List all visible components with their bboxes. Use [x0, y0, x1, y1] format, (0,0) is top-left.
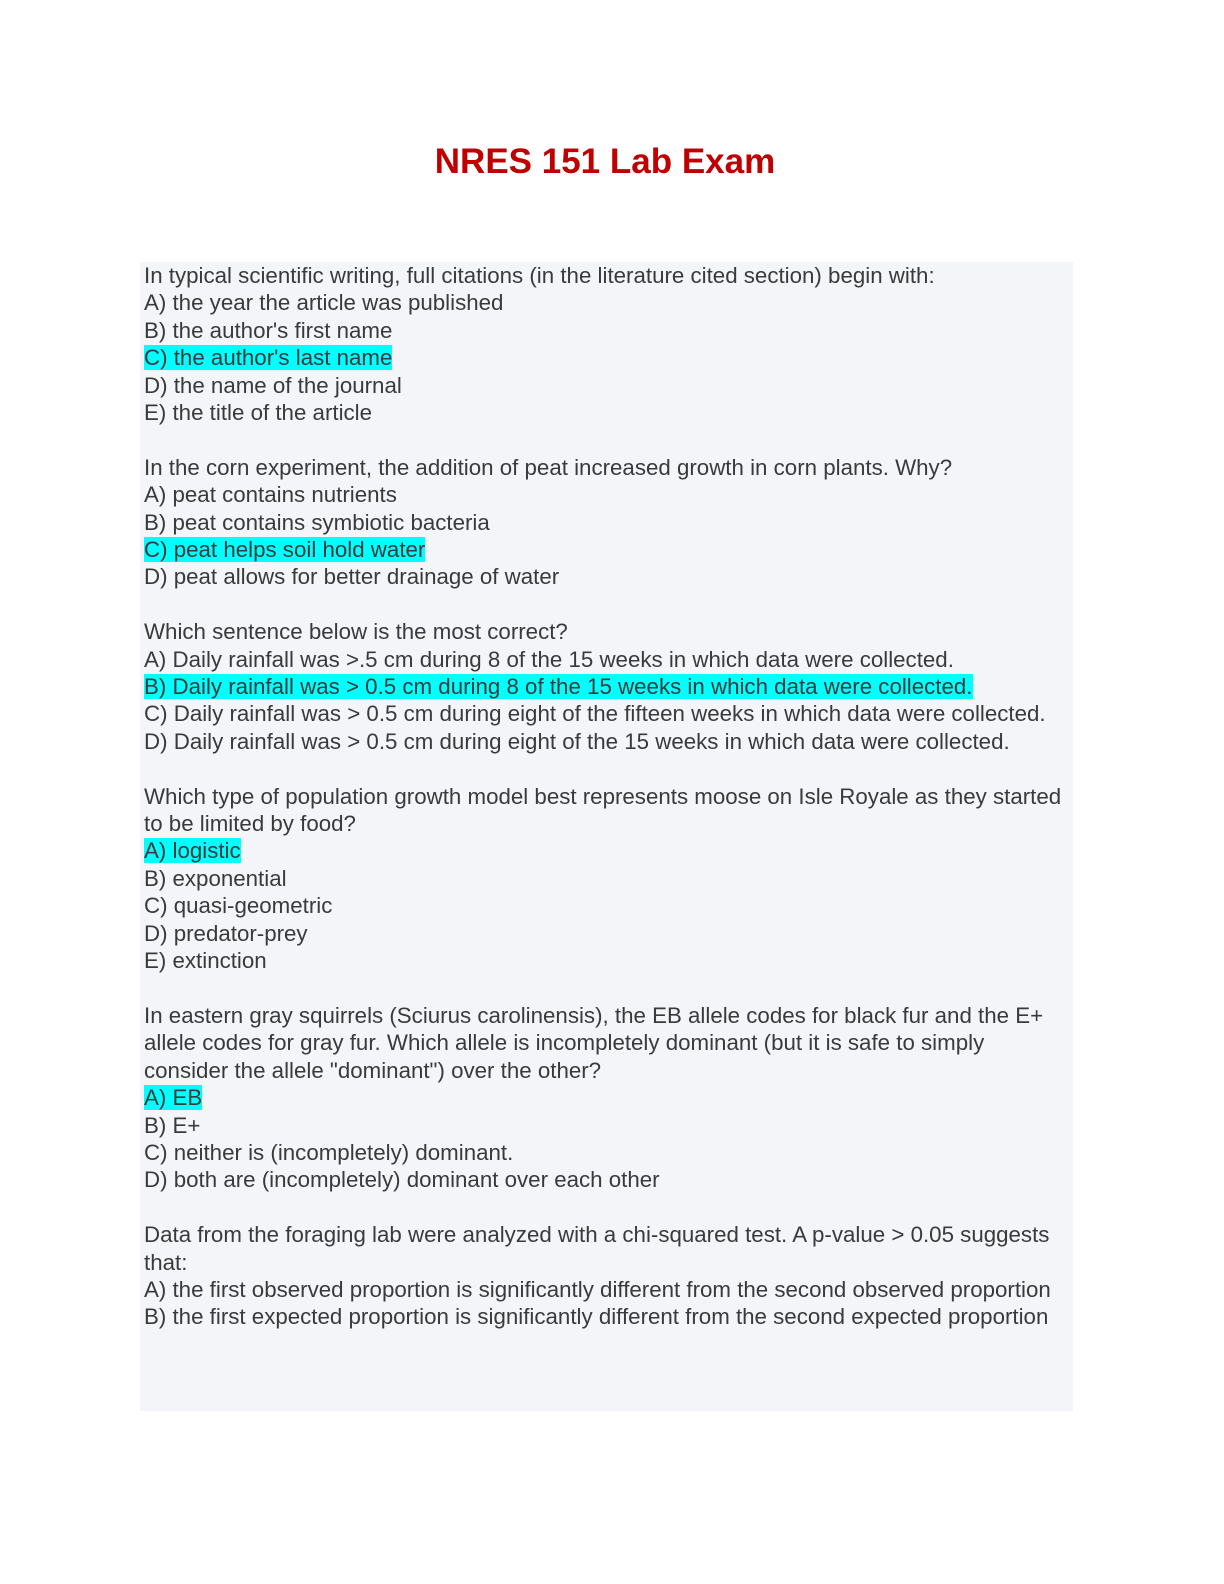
- question-1: [144, 262, 1073, 426]
- answer-option: B) the first expected proportion is significantly different from the second expected proportion: [144, 1304, 1049, 1330]
- answer-option: C) quasi-geometric: [144, 893, 333, 919]
- page-title: NRES 151 Lab Exam: [434, 142, 776, 181]
- answer-option-correct: C) the author's last name: [144, 345, 393, 371]
- answer-option: D) both are (incompletely) dominant over each other: [144, 1167, 660, 1193]
- answer-option: D) the name of the journal: [144, 372, 402, 398]
- question-prompt: Which sentence below is the most correct?: [144, 619, 568, 645]
- answer-option: E) the title of the article: [144, 400, 373, 426]
- question-2: [144, 454, 1073, 591]
- answer-option: D) Daily rainfall was > 0.5 cm during eight of the 15 weeks in which data were collected.: [144, 728, 1010, 754]
- answer-option-correct: B) Daily rainfall was > 0.5 cm during 8 of the 15 weeks in which data were collected.: [144, 674, 973, 700]
- question-5: [144, 1002, 1073, 1194]
- answer-option: B) the author's first name: [144, 317, 393, 343]
- answer-option: A) the year the article was published: [144, 290, 504, 316]
- answer-option: B) peat contains symbiotic bacteria: [144, 509, 490, 535]
- answer-option: A) the first observed proportion is significantly different from the second observed proportion: [144, 1276, 1051, 1302]
- answer-option: D) peat allows for better drainage of water: [144, 564, 560, 590]
- answer-option: C) neither is (incompletely) dominant.: [144, 1139, 514, 1165]
- answer-option: D) predator-prey: [144, 920, 308, 946]
- answer-option: B) E+: [144, 1112, 201, 1138]
- question-prompt: Which type of population growth model best represents moose on Isle Royale as they started to be limited by food?: [144, 783, 1068, 837]
- question-6: [144, 1221, 1073, 1331]
- questions-block: [140, 262, 1073, 1411]
- question-4: [144, 783, 1073, 975]
- question-prompt: In typical scientific writing, full citations (in the literature cited section) begin with:: [144, 263, 935, 288]
- answer-option: A) peat contains nutrients: [144, 482, 397, 508]
- answer-option-correct: C) peat helps soil hold water: [144, 537, 426, 563]
- question-prompt: In the corn experiment, the addition of peat increased growth in corn plants. Why?: [144, 454, 953, 480]
- answer-option: C) Daily rainfall was > 0.5 cm during eight of the fifteen weeks in which data were collected.: [144, 701, 1046, 727]
- answer-option-correct: A) logistic: [144, 838, 241, 864]
- answer-option: E) extinction: [144, 948, 267, 974]
- question-prompt: In eastern gray squirrels (Sciurus carolinensis), the EB allele codes for black fur and the E+ allele codes for gray fur. Which allele is incompletely dominant (but it is safe to simply consider the allele "dominant") over the other?: [144, 1002, 1050, 1083]
- answer-option: A) Daily rainfall was >.5 cm during 8 of the 15 weeks in which data were collected.: [144, 646, 954, 672]
- question-prompt: Data from the foraging lab were analyzed with a chi-squared test. A p-value > 0.05 suggests that:: [144, 1222, 1056, 1275]
- question-3: [144, 618, 1073, 755]
- answer-option-correct: A) EB: [144, 1085, 203, 1111]
- answer-option: B) exponential: [144, 865, 287, 891]
